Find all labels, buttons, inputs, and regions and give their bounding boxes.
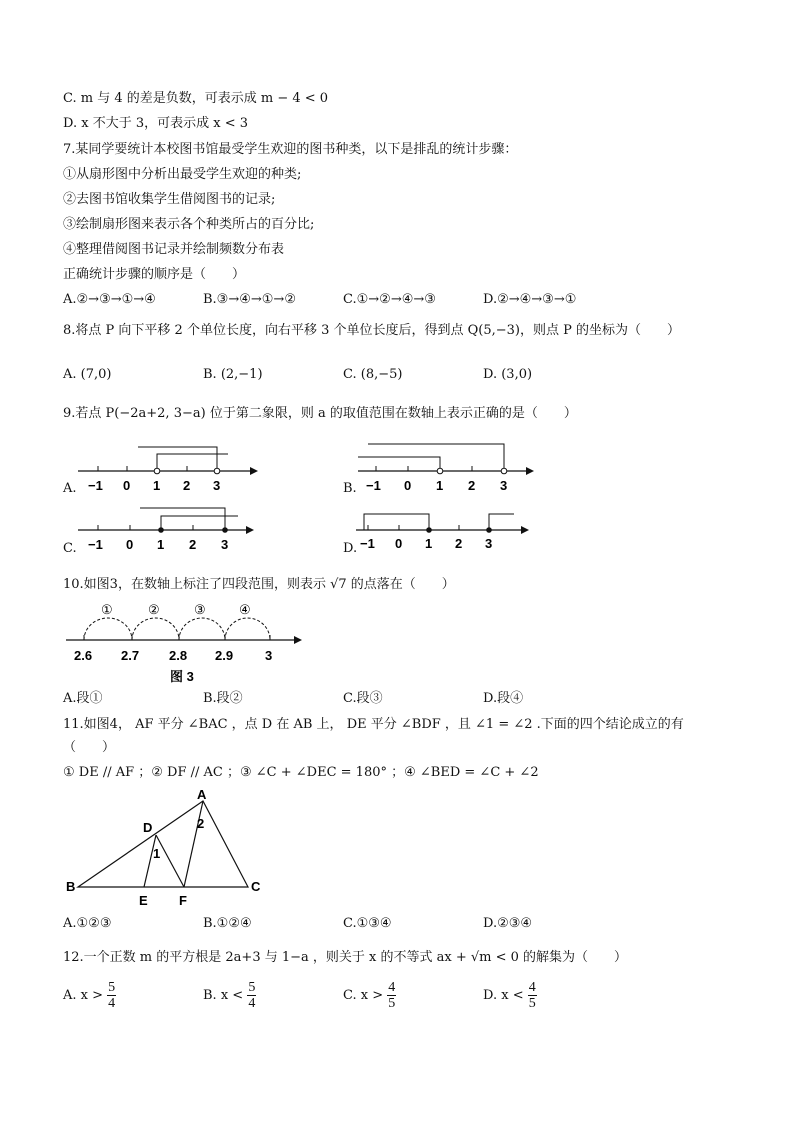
tick-label: 3 [500,478,508,493]
tick-label: 1 [157,537,165,552]
q11-option-d[interactable]: D.②③④ [483,916,533,931]
q9-numberline-a [78,440,258,496]
figure-caption: 图 3 [170,669,194,684]
q11-option-c[interactable]: C.①③④ [343,916,392,931]
numerator: 5 [108,980,116,995]
q7-stem: 7.某同学要统计本校图书馆最受学生欢迎的图书种类，以下是排乱的统计步骤： [63,142,518,157]
q10-option-c[interactable]: C.段③ [343,691,383,706]
q12-stem: 12.一个正数 m 的平方根是 2a+3 与 1−a ，则关于 x 的不等式 ax + √m < 0 的解集为（ ） [63,950,628,965]
vertex-f: F [179,893,187,908]
angle-2-label: 2 [197,816,205,831]
q11-stem: 11.如图4， AF 平分 ∠BAC ，点 D 在 AB 上， DE 平分 ∠BDF ，且 ∠1 = ∠2 .下面的四个结论成立的有 [63,717,684,732]
fraction [107,980,116,1011]
q7-option-b[interactable]: B.③→④→①→② [203,292,296,307]
tick-label: 2 [455,536,463,551]
q9-numberline-c [78,502,258,556]
numerator: 5 [248,980,256,995]
q7-step-4: ④整理借阅图书记录并绘制频数分布表 [63,242,285,257]
segment-label: ③ [194,602,206,617]
q9-option-d-label[interactable]: D. [343,541,358,556]
q12-option-d[interactable] [483,980,537,1011]
q11-option-b[interactable]: B.①②④ [203,916,252,931]
denominator: 4 [248,996,256,1011]
q8-option-c[interactable]: C. (8,−5) [343,367,403,382]
q11-option-a[interactable]: A.①②③ [63,916,112,931]
vertex-c: C [251,879,261,894]
q8-option-d[interactable]: D. (3,0) [483,367,533,382]
q9-option-c-label[interactable]: C. [63,541,77,556]
denominator: 4 [108,996,116,1011]
tick-label: −1 [366,478,381,493]
option-prefix: B. x < [203,988,244,1003]
q12-option-a[interactable] [63,980,116,1011]
q12-option-b[interactable] [203,980,256,1011]
vertex-b: B [66,879,76,894]
q9-stem: 9.若点 P(−2a+2, 3−a) 位于第二象限，则 a 的取值范围在数轴上表示正确的是（ ） [63,406,577,421]
tick-label: 2.9 [215,648,234,663]
tick-label: 0 [404,478,412,493]
q6-option-d: D. x 不大于 3，可表示成 x < 3 [63,116,248,131]
tick-label: 0 [126,537,134,552]
denominator: 5 [528,996,536,1011]
q8-option-b[interactable]: B. (2,−1) [203,367,263,382]
q7-option-a[interactable]: A.②→③→①→④ [63,292,156,307]
q6-option-c: C. m 与 4 的差是负数，可表示成 m − 4 < 0 [63,91,329,106]
tick-label: 1 [153,478,161,493]
segment-label: ④ [239,602,251,617]
tick-label: 2.7 [121,648,140,663]
q7-option-d[interactable]: D.②→④→③→① [483,292,577,307]
q12-option-c[interactable] [343,980,396,1011]
q10-option-d[interactable]: D.段④ [483,691,524,706]
angle-1-label: 1 [153,846,161,861]
q7-step-2: ②去图书馆收集学生借阅图书的记录; [63,192,276,207]
tick-label: −1 [360,536,375,551]
vertex-a: A [197,787,207,802]
denominator: 5 [388,996,396,1011]
tick-label: −1 [88,537,103,552]
q8-option-a[interactable]: A. (7,0) [63,367,112,382]
tick-label: 0 [395,536,403,551]
option-prefix: D. x < [483,988,524,1003]
tick-label: 1 [425,536,433,551]
tick-label: −1 [88,478,103,493]
numerator: 4 [388,980,396,995]
vertex-d: D [143,820,153,835]
q7-question: 正确统计步骤的顺序是（ ） [63,267,246,282]
q7-step-3: ③绘制扇形图来表示各个种类所占的百分比; [63,217,315,232]
q10-figure-3 [66,600,306,690]
q11-paren: （ ） [63,740,116,755]
numerator: 4 [528,980,536,995]
q9-option-b-label[interactable]: B. [343,481,357,496]
tick-label: 2 [183,478,191,493]
option-prefix: A. x > [63,988,104,1003]
segment-label: ② [148,602,160,617]
segment-label: ① [101,602,113,617]
tick-label: 2.6 [74,648,93,663]
q10-option-a[interactable]: A.段① [63,691,103,706]
tick-label: 0 [123,478,131,493]
fraction [387,980,396,1011]
option-prefix: C. x > [343,988,384,1003]
q11-conclusions: ① DE // AF ；② DF // AC ；③ ∠C + ∠DEC = 180° ；④ ∠BED = ∠C + ∠2 [63,765,539,780]
fraction [528,980,537,1011]
q10-option-b[interactable]: B.段② [203,691,243,706]
vertex-e: E [139,893,148,908]
tick-label: 1 [436,478,444,493]
tick-label: 3 [213,478,221,493]
tick-label: 3 [221,537,229,552]
tick-label: 3 [485,536,493,551]
q10-stem: 10.如图3，在数轴上标注了四段范围，则表示 √7 的点落在（ ） [63,577,455,592]
q9-numberline-b [358,440,536,496]
q7-step-1: ①从扇形图中分析出最受学生欢迎的种类; [63,167,302,182]
tick-label: 2.8 [169,648,188,663]
q11-figure-4 [60,785,280,910]
fraction [247,980,256,1011]
tick-label: 2 [468,478,476,493]
q7-option-c[interactable]: C.①→②→④→③ [343,292,436,307]
tick-label: 2 [189,537,197,552]
q8-stem: 8.将点 P 向下平移 2 个单位长度，向右平移 3 个单位长度后，得到点 Q(5,−3)，则点 P 的坐标为（ ） [63,323,680,338]
tick-label: 3 [265,648,273,663]
q9-numberline-d [356,506,536,556]
q9-option-a-label[interactable]: A. [63,481,77,496]
